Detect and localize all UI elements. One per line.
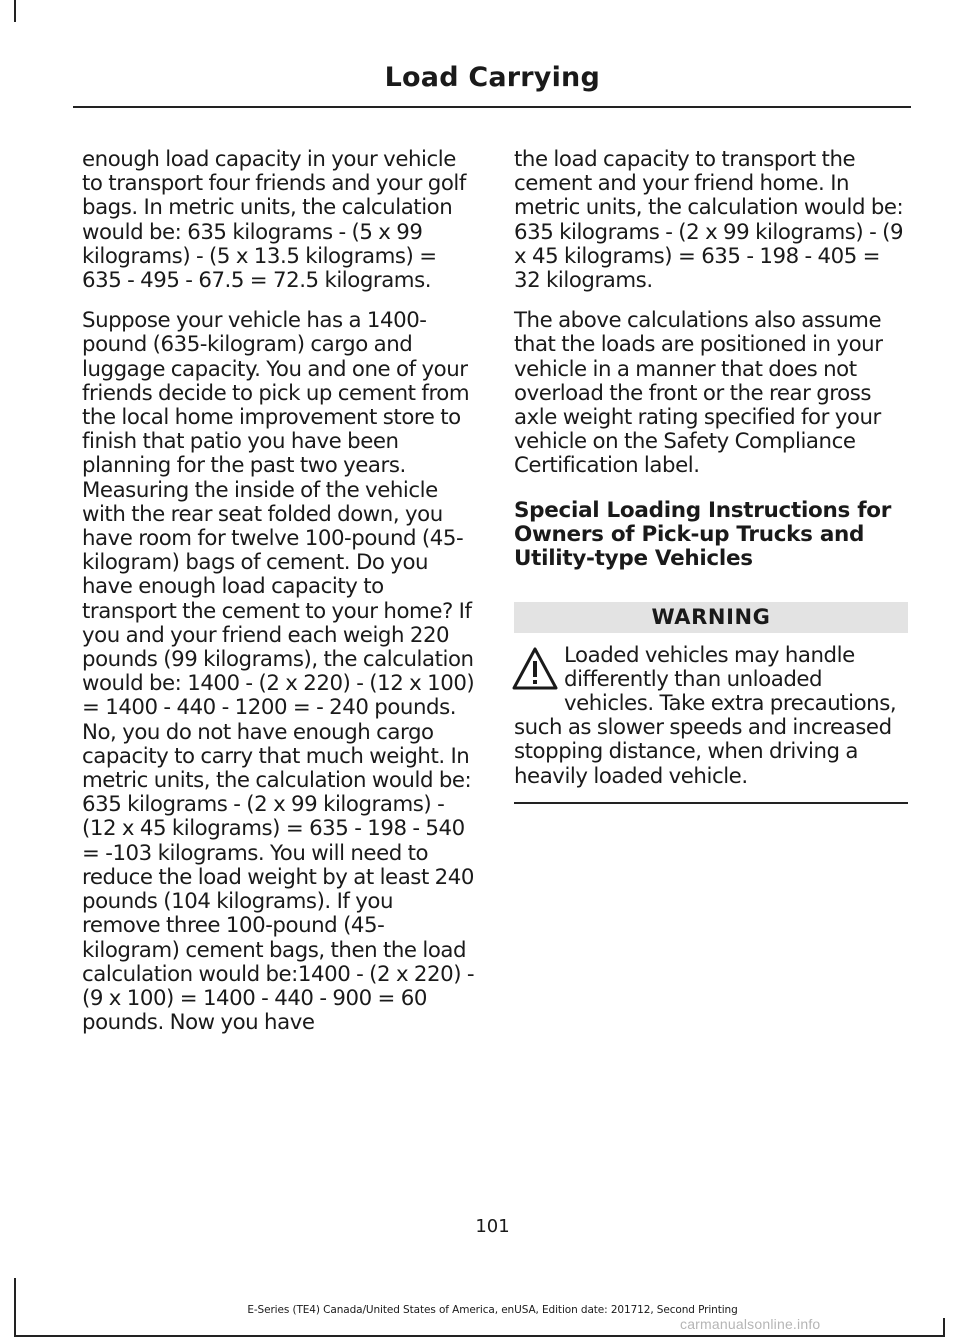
page-title: Load Carrying bbox=[384, 62, 600, 93]
warning-text: Loaded vehicles may handle differently than unloaded vehicles. Take extra precautions, such as slower speeds and increased stopping distance, when driving a heavily loaded vehicle. bbox=[514, 642, 897, 789]
warning-divider bbox=[514, 802, 908, 804]
section-heading: Special Loading Instructions for Owners of Pick-up Trucks and Utility-type Vehicles bbox=[514, 497, 892, 571]
header-divider bbox=[73, 106, 911, 108]
page-number: 101 bbox=[475, 1216, 510, 1237]
watermark: carmanualsonline.info bbox=[680, 1316, 821, 1332]
warning-box bbox=[514, 644, 908, 789]
edition-footer: E-Series (TE4) Canada/United States of America, enUSA, Edition date: 201712, Second Printing bbox=[247, 1304, 738, 1316]
paragraph: Suppose your vehicle has a 1400-pound (635-kilogram) cargo and luggage capacity. You and one of your friends decide to pick up cement from the local home improvement store to finish that patio you have been planning for the past two years. Measuring the inside of the vehicle with the rear seat folded down, you have room for twelve 100-pound (45-kilogram) bags of cement. Do you have enough load capacity to transport the cement to your home? If you and your friend each weigh 220 pounds (99 kilograms), the calculation would be: 1400 - (2 x 220) - (12 x 100) = 1400 - 440 - 1200 = - 240 pounds. No, you do not have enough cargo capacity to carry that much weight. In metric units, the calculation would be: 635 kilograms - (2 x 99 kilograms) - (12 x 45 kilograms) = 635 - 198 - 540 = -103 kilograms. You will need to reduce the load weight by at least 240 pounds (104 kilograms). If you remove three 100-pound (45-kilogram) cement bags, then the load calculation would be:1400 - (2 x 220) - (9 x 100) = 1400 - 440 - 900 = 60 pounds. Now you have bbox=[82, 308, 475, 1036]
paragraph: The above calculations also assume that the loads are positioned in your vehicle in a manner that does not overload the front or the rear gross axle weight rating specified for your vehicle on the Safety Compliance Certification label. bbox=[514, 308, 883, 479]
right-column bbox=[514, 148, 908, 804]
warning-triangle-icon bbox=[510, 644, 560, 694]
paragraph: the load capacity to transport the cement and your friend home. In metric units, the calculation would be: 635 kilograms - (2 x 99 kilograms) - (9 x 45 kilograms) = 635 - 198 - 405 = 32 kilograms. bbox=[514, 147, 904, 294]
left-column bbox=[82, 148, 476, 1051]
paragraph: enough load capacity in your vehicle to transport four friends and your golf bags. In metric units, the calculation would be: 635 kilograms - (5 x 99 kilograms) - (5 x 13.5 kilograms) = 635 - 495 - 67.5 = 72.5 kilograms. bbox=[82, 147, 466, 294]
warning-label: WARNING bbox=[514, 602, 908, 633]
crop-mark-top-left bbox=[14, 0, 16, 22]
